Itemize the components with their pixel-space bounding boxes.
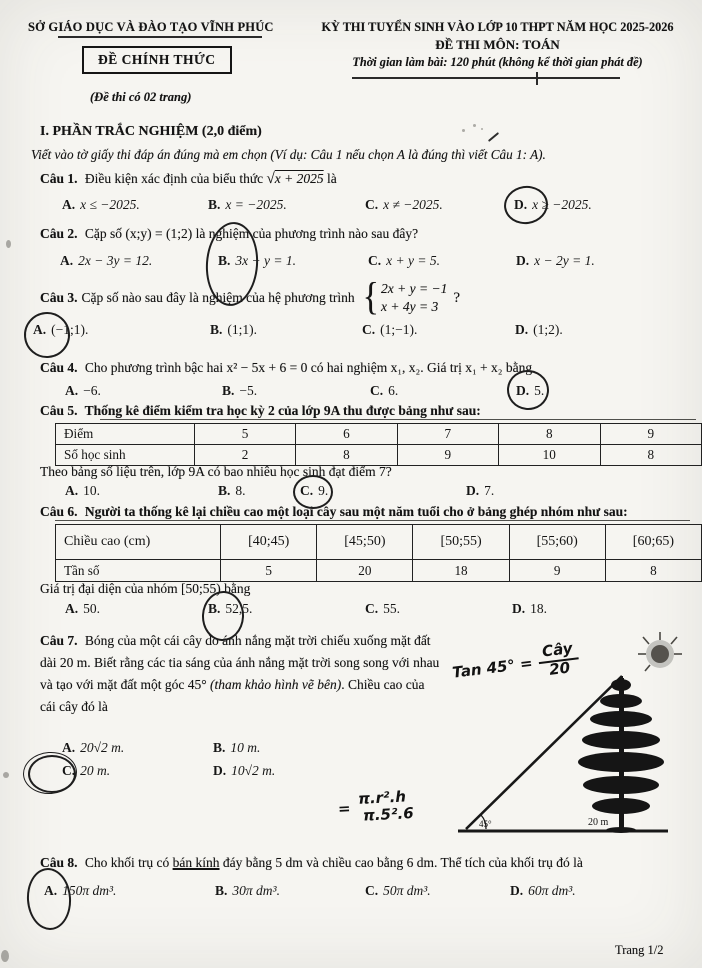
question-4-options [0,383,702,405]
exam-title: KỲ THI TUYỂN SINH VÀO LỚP 10 THPT NĂM HỌC 2025-2026 [321,20,674,34]
option-text: −5. [239,383,258,398]
page-number: Trang 1/2 [615,943,664,957]
pen-tick-mark [536,72,538,85]
option-label: A. [65,483,79,498]
option-text: 6. [388,383,399,398]
question-1-statement [0,171,702,188]
option-label: B. [213,740,226,755]
equation-system [381,280,447,316]
option-label: D. [466,483,480,498]
option-label: B. [210,322,223,337]
answer-circle-q1-d [502,183,551,227]
system-brace: { [362,276,379,319]
base-length-label: 20 m [588,817,609,828]
question-2-statement [0,226,702,242]
option-label: D. [213,763,227,778]
question-number: Câu 6. [40,504,78,519]
handwritten-fraction [536,640,580,679]
option-label: A. [62,740,76,755]
question-text-post: . Chiều cao của cái cây đó là [40,677,425,714]
scan-speck [462,129,465,132]
table-cell: 8 [498,424,600,445]
option-text: 52,5. [225,601,253,616]
equation-1: 2x + y = −1 [381,281,448,296]
option-b [215,883,280,899]
table-cell: 20 [317,560,413,582]
table-cell: 5 [194,424,295,445]
radicand: x + 2025 [274,171,324,186]
question-3-statement [0,276,702,319]
question-5-statement [0,403,702,419]
sun-icon [638,632,682,671]
question-number: Câu 7. [40,633,78,648]
question-text: Bóng của một cái cây do ánh nắng mặt trời chiếu xuống mặt đất dài 20 m. Biết rằng các tia sáng của ánh nắng mặt trời song song với nhau và tạo với mặt đất một góc 45° [40,633,440,692]
option-label: D. [516,253,530,268]
question-text: Cặp số (x;y) = (1;2) là nghiệm của phương trình nào sau đây? [84,226,419,241]
option-label: C. [365,883,379,898]
option-a [62,740,124,756]
option-label: D. [514,197,528,212]
option-label: D. [515,322,529,337]
table-cell: 8 [600,445,701,466]
radical-sign: √ [266,171,275,187]
option-b [222,383,257,399]
option-text: 2x − 3y = 12. [78,253,153,268]
department-underline [58,36,262,38]
option-text: (1;2). [533,322,563,337]
question-text: Thống kê điểm kiểm tra học kỳ 2 của lớp 9A thu được bảng như sau: [84,403,481,418]
option-d [516,253,595,269]
option-text: x = −2025. [225,197,287,212]
option-label: C. [362,322,376,337]
department-name: SỞ GIÁO DỤC VÀ ĐÀO TẠO VĨNH PHÚC [28,20,274,34]
header-right-block [295,20,700,70]
option-a [65,601,100,617]
question-1-options [0,197,702,219]
option-d [213,763,275,779]
fraction-numerator: Cây [536,640,578,664]
option-label: B. [218,253,231,268]
table-header-cell: Tần số [56,560,221,582]
scan-speck [473,124,476,127]
option-label: A. [33,322,47,337]
option-a [65,383,101,399]
official-exam-stamp: ĐỀ CHÍNH THỨC [82,46,232,74]
question-8-statement [0,855,702,871]
question-text: Điều kiện xác định của biểu thức [84,171,264,186]
option-c [365,197,443,213]
answer-circle-q5-c [293,475,333,509]
option-c [365,601,400,617]
question-text: Cặp số nào sau đây là nghiệm của hệ phương trình [81,290,355,305]
option-text: x ≤ −2025. [80,197,140,212]
exam-duration: Thời gian làm bài: 120 phút (không kể thời gian phát đề) [352,55,643,69]
option-b [218,483,246,499]
equation-2: x + 4y = 3 [381,299,439,314]
option-d [510,883,576,899]
option-label: B. [222,383,235,398]
question-text-post: là [327,171,337,186]
table-header-cell: Điểm [56,424,195,445]
handwritten-volume-note [337,788,414,826]
question-number: Câu 2. [40,226,78,241]
option-a [65,483,100,499]
option-label: D. [516,383,530,398]
option-text: 3x − y = 1. [235,253,296,268]
option-text: 150π dm³. [62,883,117,898]
question-6-statement [0,504,702,520]
figure-reference-note: (tham khảo hình vẽ bên) [210,677,342,692]
question-5-options [0,483,702,505]
option-c [365,883,431,899]
option-label: C. [365,197,379,212]
option-c [362,322,417,338]
fraction-denominator: 20 [548,658,572,679]
table-cell: [50;55) [413,525,509,560]
option-text: 50π dm³. [383,883,431,898]
option-d [466,483,494,499]
exam-subject: ĐỀ THI MÔN: TOÁN [435,37,560,52]
option-text: 50. [83,601,100,616]
table-cell: 9 [397,445,498,466]
question-5-subtext: Theo bảng số liệu trên, lớp 9A có bao nhiêu học sinh đạt điểm 7? [40,464,392,479]
question-text: Cho phương trình bậc hai x² − 5x + 6 = 0 có hai nghiệm x₁, x₂. Giá trị x₁ + x₂ bằng [84,360,533,375]
angle-label: 45° [479,819,492,829]
option-text: (1;−1). [380,322,418,337]
option-d [512,601,547,617]
option-text: −6. [83,383,101,398]
table-row [56,560,702,582]
table-cell: 9 [509,560,605,582]
option-label: D. [510,883,524,898]
option-text: (−1;1). [51,322,89,337]
option-c [370,383,398,399]
table-cell: [40;45) [221,525,317,560]
option-b [213,740,260,756]
option-label: A. [44,883,58,898]
table-cell: 8 [605,560,701,582]
question-6-subtext: Giá trị đại diện của nhóm [50;55) bằng [40,581,251,596]
option-label: B. [218,483,231,498]
question-6-options [0,601,702,623]
question-number: Câu 1. [40,171,78,186]
table-row [56,424,702,445]
option-label: A. [62,197,76,212]
pen-slash-mark [488,132,499,142]
table-header-cell: Chiều cao (cm) [56,525,221,560]
option-label: A. [65,383,79,398]
section-instruction: Viết vào tờ giấy thi đáp án đúng mà em chọn (Ví dụ: Câu 1 nếu chọn A là đúng thì viết Câu 1: A). [31,147,546,162]
table-cell: [55;60) [509,525,605,560]
score-table [55,423,702,466]
table-cell: 5 [221,560,317,582]
option-label: D. [512,601,526,616]
option-text: 20 m. [80,763,111,778]
question-text-post: đáy bằng 5 dm và chiều cao bằng 6 dm. Thể tích của khối trụ đó là [222,855,583,870]
table-row [56,525,702,560]
option-text: 10. [83,483,100,498]
handwritten-lhs: Tan 45° = [451,654,534,682]
table-cell: 7 [397,424,498,445]
underlined-term: bán kính [172,855,220,870]
scan-line [100,419,696,420]
handwritten-formula-stack [358,788,414,825]
option-label: B. [215,883,228,898]
table-cell: 9 [600,424,701,445]
formula-line: π.5².6 [362,804,415,825]
table-cell: 8 [296,445,397,466]
option-label: B. [208,197,221,212]
option-b [208,197,287,213]
option-label: C. [365,601,379,616]
option-text: 9. [318,483,329,498]
option-text: 55. [383,601,400,616]
option-text: x ≠ −2025. [383,197,443,212]
answer-circle-q3-a [22,310,72,360]
option-text: 10√2 m. [231,763,276,778]
option-text: (1;1). [227,322,258,337]
option-text: 20√2 m. [80,740,125,755]
option-a [60,253,152,269]
pages-note: (Đề thi có 02 trang) [90,90,192,104]
option-label: C. [300,483,314,498]
handwritten-equals: = [337,799,352,819]
table-cell: 18 [413,560,509,582]
question-number: Câu 8. [40,855,78,870]
table-header-cell: Số học sinh [56,445,195,466]
option-label: A. [65,601,79,616]
table-cell: 6 [296,424,397,445]
table-cell: 2 [194,445,295,466]
option-c [368,253,440,269]
option-text: 30π dm³. [232,883,280,898]
height-frequency-table [55,524,702,582]
option-label: B. [208,601,221,616]
table-row [56,445,702,466]
scan-speck [6,240,11,248]
option-text: 10 m. [230,740,261,755]
option-text: 8. [235,483,246,498]
option-a [62,197,140,213]
option-text: x + y = 5. [386,253,440,268]
option-text: 60π dm³. [528,883,576,898]
formula-line: π.r².h [357,787,407,808]
option-label: A. [60,253,74,268]
question-7-statement [40,630,442,718]
table-cell: [45;50) [317,525,413,560]
answer-circle-q8-a [25,867,73,932]
option-text: x − 2y = 1. [534,253,595,268]
scan-line [55,520,690,521]
question-8-options [0,883,702,905]
table-cell: [60;65) [605,525,701,560]
question-4-statement [0,360,702,376]
section-title: I. PHẦN TRẮC NGHIỆM (2,0 điểm) [40,124,262,139]
scan-speck [481,128,483,130]
question-mark: ? [453,289,460,306]
option-b [210,322,257,338]
question-3-options [0,322,702,344]
question-text: Cho khối trụ có [84,855,170,870]
option-text: 7. [484,483,495,498]
tree-icon [578,678,664,833]
option-label: C. [370,383,384,398]
scan-speck [1,950,9,962]
question-text: Người ta thống kê lại chiều cao một loại cây sau một năm tuổi cho ở bảng ghép nhóm như sau: [84,504,628,519]
question-number: Câu 4. [40,360,78,375]
option-d [515,322,563,338]
duration-underline [352,77,620,79]
option-text: 5. [534,383,545,398]
option-text: x ≥ −2025. [532,197,592,212]
question-2-options [0,253,702,275]
question-number: Câu 3. [40,290,78,305]
table-cell: 10 [498,445,600,466]
option-label: C. [62,763,76,778]
option-label: C. [368,253,382,268]
scan-speck [3,772,9,778]
option-text: 18. [530,601,547,616]
question-number: Câu 5. [40,403,78,418]
